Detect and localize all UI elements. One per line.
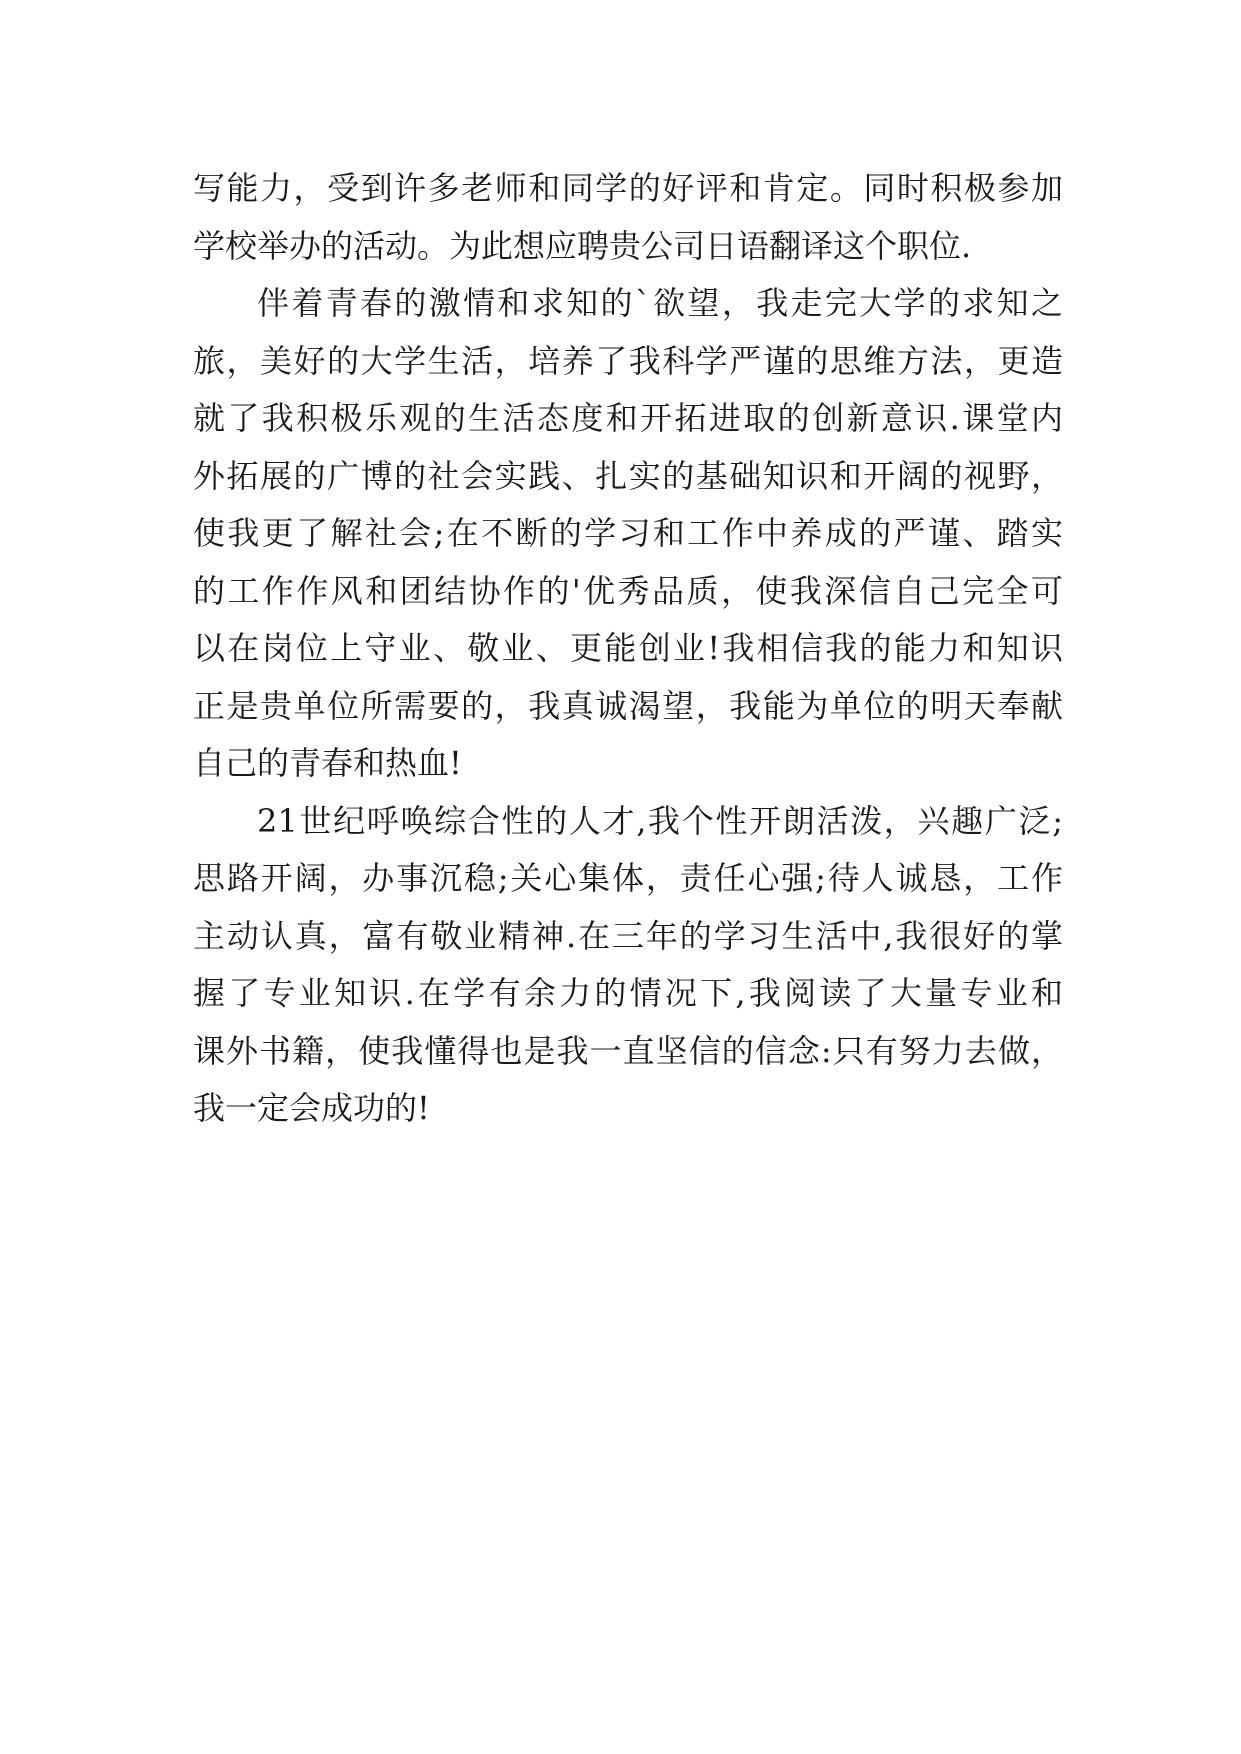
- text-line: 写能力，受到许多老师和同学的好评和肯定。同时积极参加: [193, 169, 1063, 207]
- text-line: 以在岗位上守业、敬业、更能创业!我相信我的能力和知识: [193, 629, 1063, 667]
- paragraph-first-line: 伴着青春的激情和求知的`欲望，我走完大学的求知之: [257, 284, 1063, 322]
- text-line: 我一定会成功的!: [193, 1089, 430, 1127]
- text-line: 思路开阔，办事沉稳;关心集体，责任心强;待人诚恳，工作: [193, 859, 1063, 897]
- text-line: 外拓展的广博的社会实践、扎实的基础知识和开阔的视野，: [193, 456, 1063, 495]
- text-line: 的工作作风和团结协作的'优秀品质，使我深信自己完全可: [193, 571, 1063, 610]
- text-line: 主动认真，富有敬业精神.在三年的学习生活中,我很好的掌: [193, 916, 1063, 955]
- text-line: 自己的青春和热血!: [193, 744, 462, 782]
- body-text: [193, 160, 1063, 1138]
- paragraph-first-line: 21世纪呼唤综合性的人才,我个性开朗活泼，兴趣广泛;: [257, 801, 1063, 840]
- text-line: 握了专业知识.在学有余力的情况下,我阅读了大量专业和: [193, 974, 1063, 1012]
- text-line: 正是贵单位所需要的，我真诚渴望，我能为单位的明天奉献: [193, 686, 1063, 725]
- text-line: 课外书籍，使我懂得也是我一直坚信的信念:只有努力去做，: [193, 1031, 1063, 1070]
- text-line: 学校举办的活动。为此想应聘贵公司日语翻译这个职位.: [193, 226, 972, 265]
- text-line: 使我更了解社会;在不断的学习和工作中养成的严谨、踏实: [193, 514, 1063, 552]
- text-line: 旅，美好的大学生活，培养了我科学严谨的思维方法，更造: [193, 341, 1063, 380]
- text-line: 就了我积极乐观的生活态度和开拓进取的创新意识.课堂内: [193, 399, 1063, 437]
